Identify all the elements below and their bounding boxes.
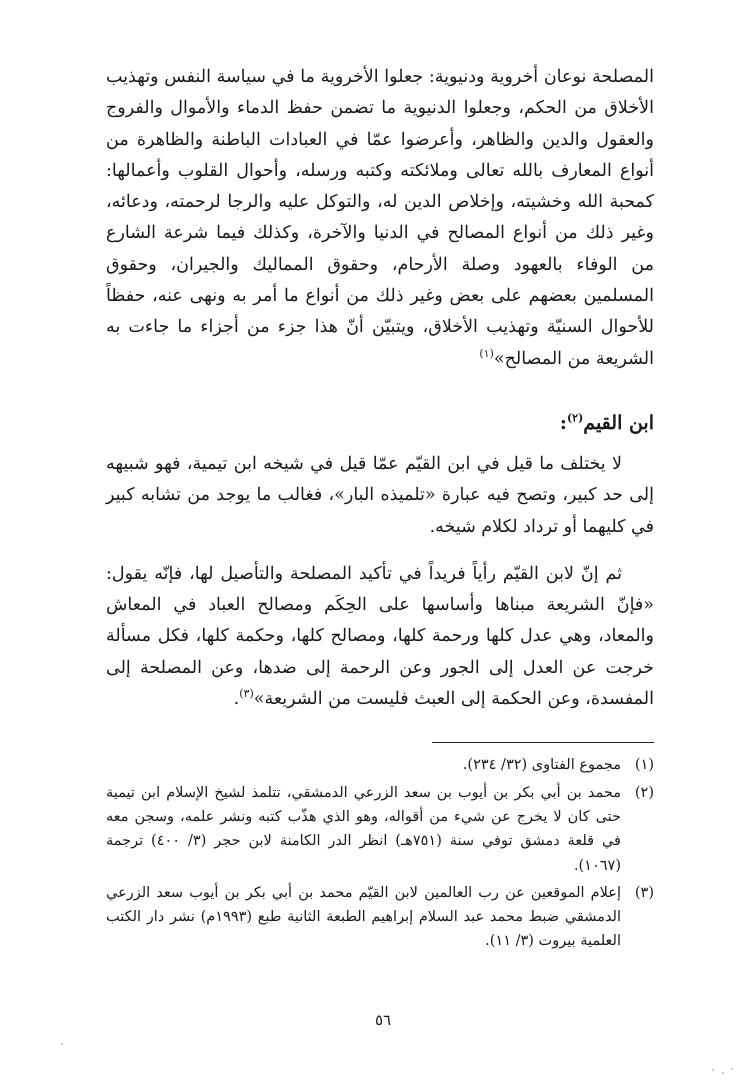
section-heading-colon: : bbox=[559, 411, 567, 434]
section-heading-text: ابن القيم bbox=[583, 411, 654, 434]
body-paragraph-2: لا يختلف ما قيل في ابن القيّم عمّا قيل في شيخه ابن تيمية، فهو شبيهه إلى حد كبير، وتصح فيه عبارة «تلميذه البار»، فغالب ما يوجد من تشابه كبير في كليهما أو ترداد لكلام شيخه. bbox=[106, 453, 654, 537]
intro-paragraph-text: المصلحة نوعان أخروية ودنيوية: جعلوا الأخروية ما في سياسة النفس وتهذيب الأخلاق من الحكم، وجعلوا الدنيوية ما تضمن حفظ الدماء والأموال والفروج والعقول والدين والظاهر، وأعرضوا عمّا في العبادات الباطنة والظاهرة من أنواع المعارف بالله تعالى وملائكته وكتبه ورسله، وأحوال القلوب وأعمالها: كمحبة الله وخشيته، وإخلاص الدين له، والتوكل عليه والرجا لرحمته، ودعائه، وغير ذلك من أنواع المصالح في الدنيا والآخرة، وكذلك فيما شرعة الشارع من الوفاء بالعهود وصلة الأرحام، وحقوق المماليك والجيران، وحقوق المسلمين بعضهم على بعض وغير ذلك من أنواع ما أمر به ونهى عنه، حفظاً للأحوال السنيّة وتهذيب الأخلاق، ويتبيّن أنّ هذا جزء من أجزاء ما جاءت به الشريعة من المصالح» bbox=[106, 67, 654, 369]
scan-speck bbox=[731, 1068, 733, 1070]
book-page bbox=[106, 62, 654, 957]
footnote-ref-3: (٣) bbox=[239, 687, 254, 701]
footnote-ref-2: (٢) bbox=[566, 411, 584, 425]
scan-speck bbox=[712, 1069, 714, 1071]
scan-speck bbox=[61, 1043, 63, 1045]
scan-speck bbox=[722, 1072, 724, 1074]
page-number: ٥٦ bbox=[374, 1011, 392, 1029]
intro-paragraph bbox=[106, 62, 654, 375]
footnote-2 bbox=[106, 781, 654, 878]
body-paragraph-3 bbox=[106, 559, 654, 715]
footnote-number: (٣) bbox=[634, 884, 654, 901]
footnote-3 bbox=[106, 881, 654, 954]
body-paragraph-3-text: ثم إنّ لابن القيّم رأياً فريداً في تأكيد المصلحة والتأصيل لها، فإنّه يقول: «فإنّ الشريعة مبناها وأساسها على الحِكَم ومصالح العباد في المعاش والمعاد، وهي عدل كلها ورحمة كلها، ومصالح كلها، وحكمة كلها، فكل مسألة خرجت عن العدل إلى الجور وعن الرحمة إلى ضدها، وعن المصلحة إلى المفسدة، وعن الحكمة إلى العبث فليست من الشريعة» bbox=[106, 563, 654, 710]
footnote-number: (١) bbox=[634, 757, 654, 774]
footnote-text: إعلام الموقعين عن رب العالمين لابن القيّم محمد بن أبي بكر بن أيوب سعد الزرعي الدمشقي ضبط محمد عبد السلام إبراهيم الطبعة الثانية طبع (١٩٩٣م) نشر دار الكتب العلمية بيروت (٣/ ١١). bbox=[106, 884, 621, 950]
footnote-ref-1: (١) bbox=[479, 346, 494, 360]
footnote-text: مجموع الفتاوى (٣٢/ ٢٣٤). bbox=[462, 757, 621, 774]
footnote-number: (٢) bbox=[634, 784, 654, 801]
footnote-1 bbox=[106, 753, 654, 777]
body-paragraph-3-end: . bbox=[233, 689, 240, 710]
footnote-text: محمد بن أبي بكر بن أيوب بن سعد الزرعي الدمشقي، تتلمذ لشيخ الإسلام ابن تيمية حتى كان لا يخرج عن شيء من أقواله، وهو الذي هذّب كتبه ونشر علمه، وسجن معه في قلعة دمشق توفي سنة (٧٥١هـ) انظر الدر الكامنة لابن حجر (٣/ ٤٠٠) ترجمة (١٠٦٧). bbox=[106, 784, 621, 874]
footnotes bbox=[106, 753, 654, 953]
footnote-divider bbox=[432, 742, 654, 743]
section-heading bbox=[106, 405, 654, 441]
